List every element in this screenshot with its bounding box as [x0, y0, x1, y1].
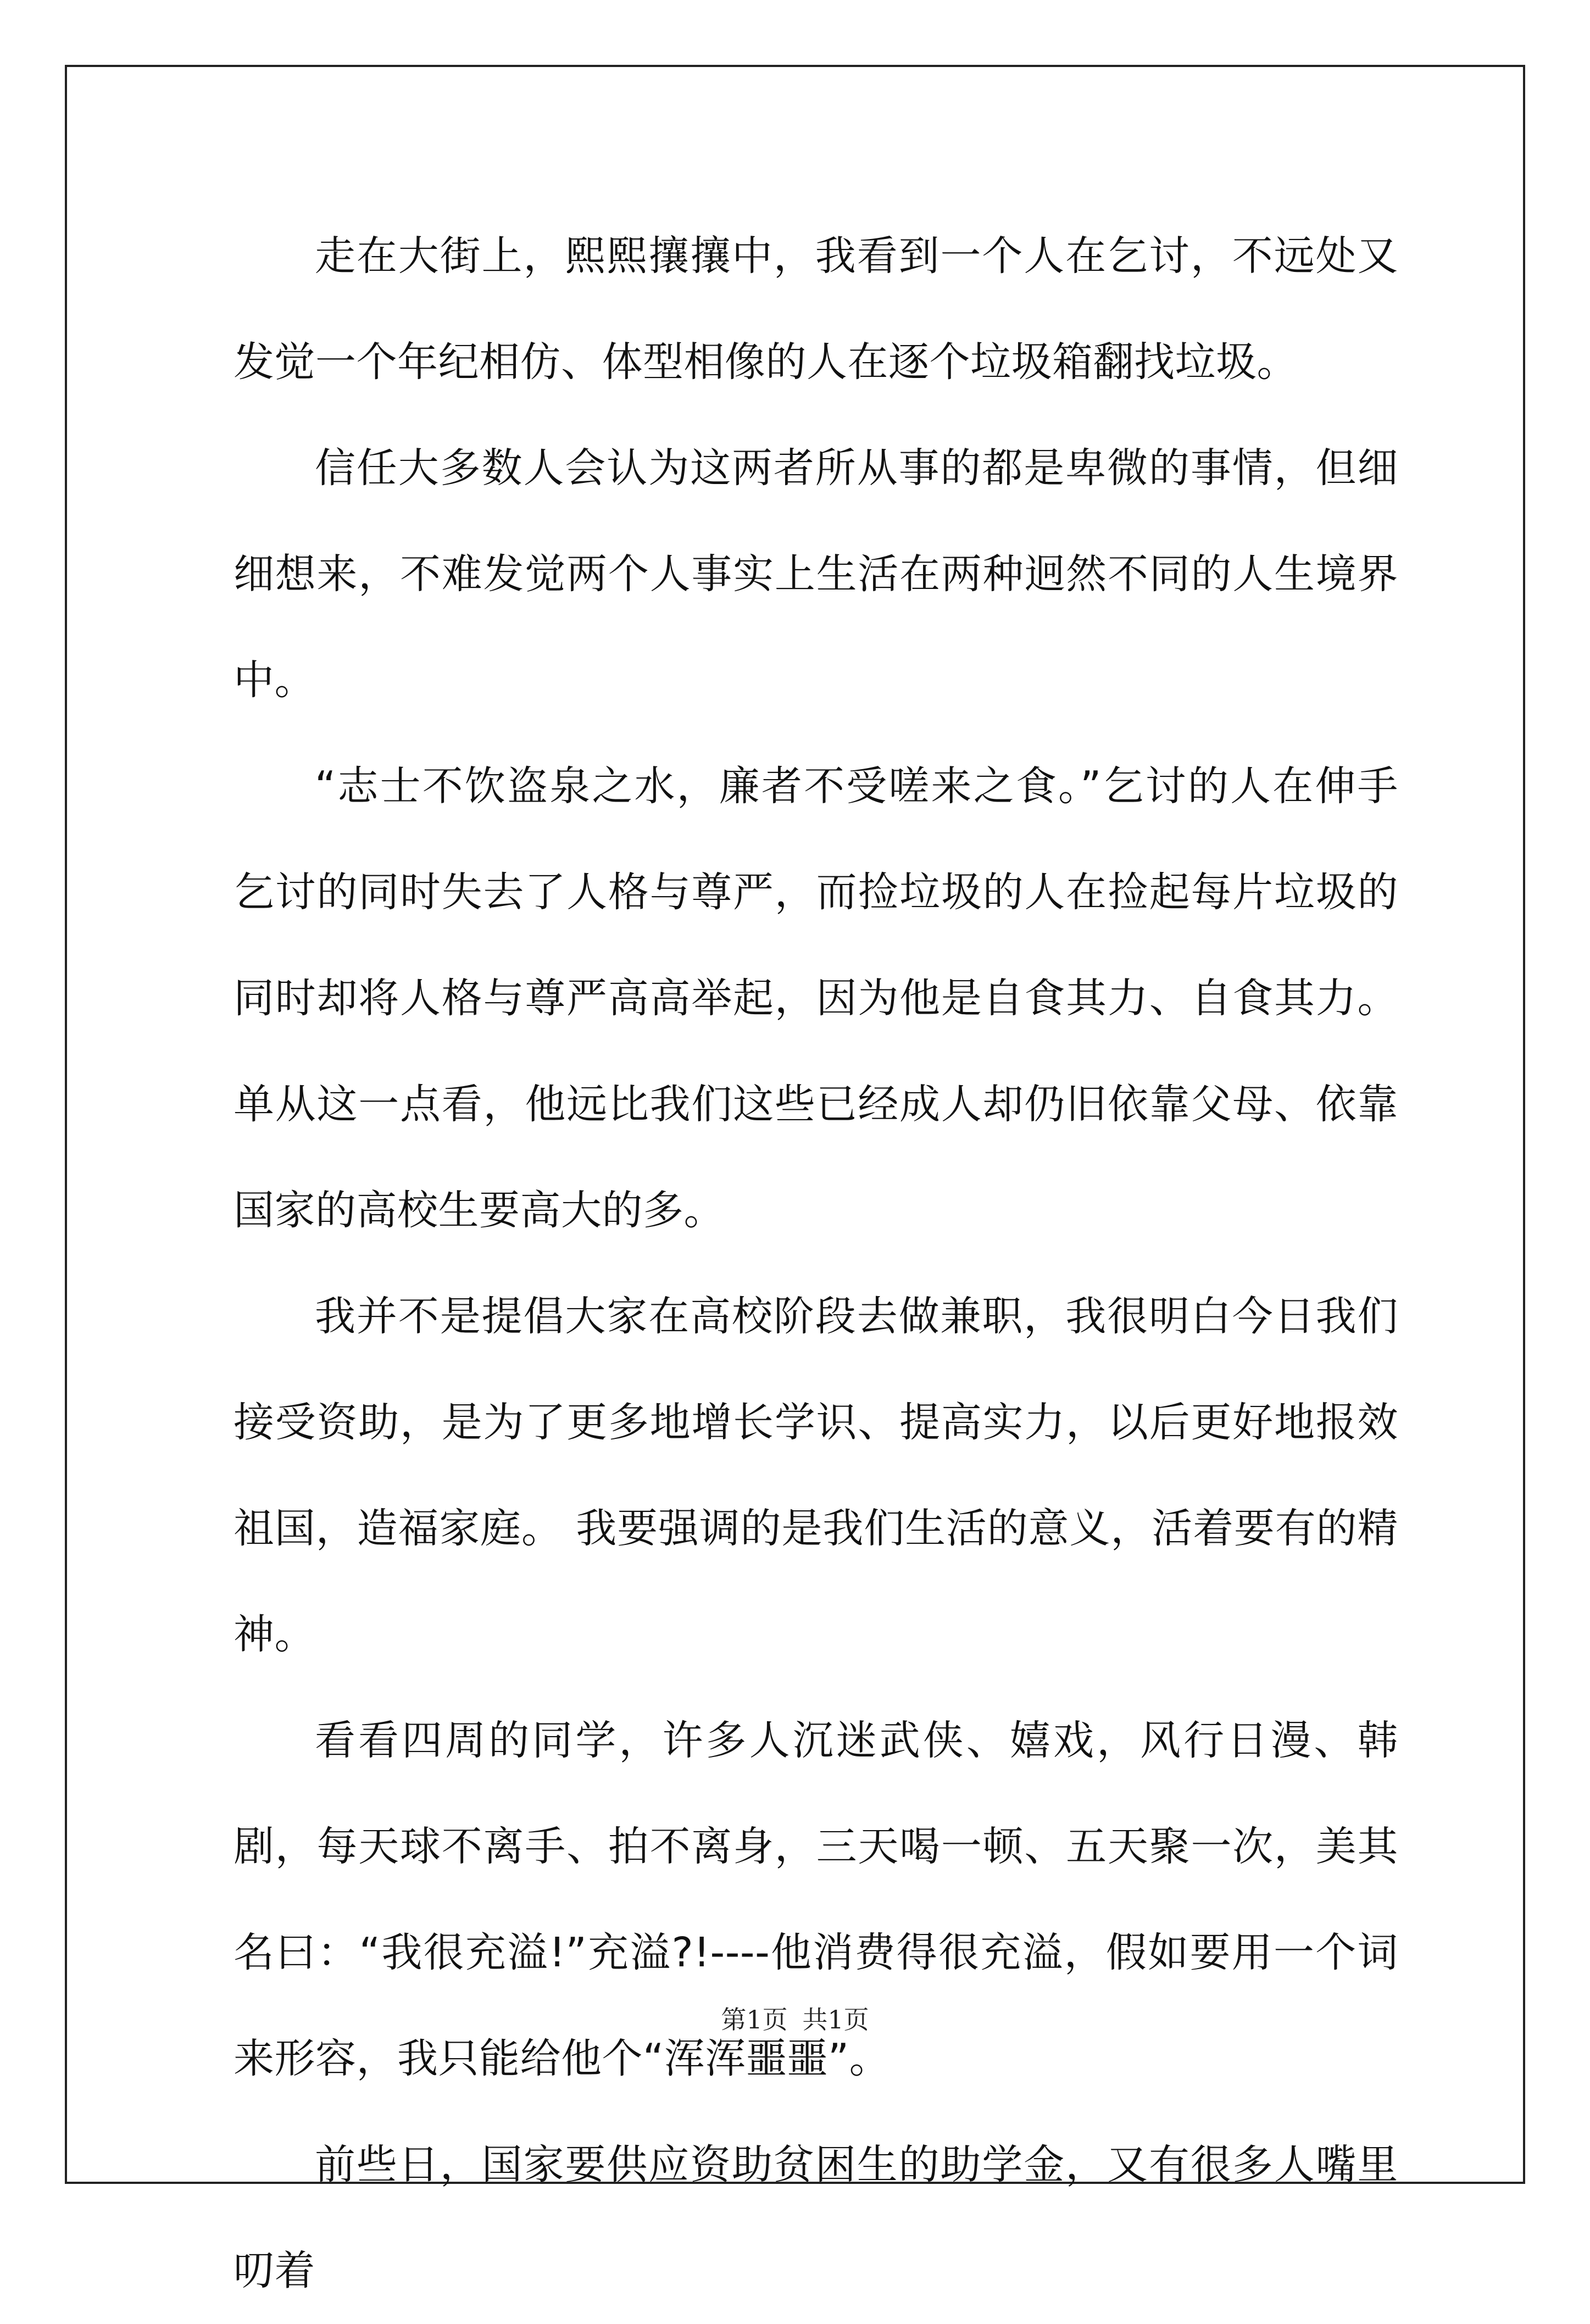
paragraph: 前些日，国家要供应资助贫困生的助学金，又有很多人嘴里叨着 [234, 2141, 1398, 2294]
page-number-total: 共1页 [802, 2005, 869, 2034]
page-number-current: 第1页 [721, 2005, 788, 2034]
paragraph: 信任大多数人会认为这两者所从事的都是卑微的事情，但细细想来，不难发觉两个人事实上生活在两种迥然不同的人生境界中。 [234, 444, 1398, 704]
paragraph: 看看四周的同学，许多人沉迷武侠、嬉戏，风行日漫、韩剧，每天球不离手、拍不离身，三天喝一顿、五天聚一次，美其名曰：“我很充溢!”充溢?!----他消费得很充溢，假如要用一个词来形容，我只能给他个“浑浑噩噩”。 [234, 1717, 1398, 2082]
page-footer [0, 2000, 1590, 2036]
paragraph: 我并不是提倡大家在高校阶段去做兼职，我很明白今日我们接受资助，是为了更多地增长学识、提高实力，以后更好地报效祖国，造福家庭。 我要强调的是我们生活的意义，活着要有的精神。 [234, 1293, 1398, 1658]
paragraph: “志士不饮盗泉之水，廉者不受嗟来之食。”乞讨的人在伸手乞讨的同时失去了人格与尊严，而捡垃圾的人在捡起每片垃圾的同时却将人格与尊严高高举起，因为他是自食其力、自食其力。单从这一点看，他远比我们这些已经成人却仍旧依靠父母、依靠国家的高校生要高大的多。 [234, 763, 1398, 1234]
paragraph: 走在大街上，熙熙攘攘中，我看到一个人在乞讨，不远处又发觉一个年纪相仿、体型相像的人在逐个垃圾箱翻找垃圾。 [234, 232, 1398, 386]
